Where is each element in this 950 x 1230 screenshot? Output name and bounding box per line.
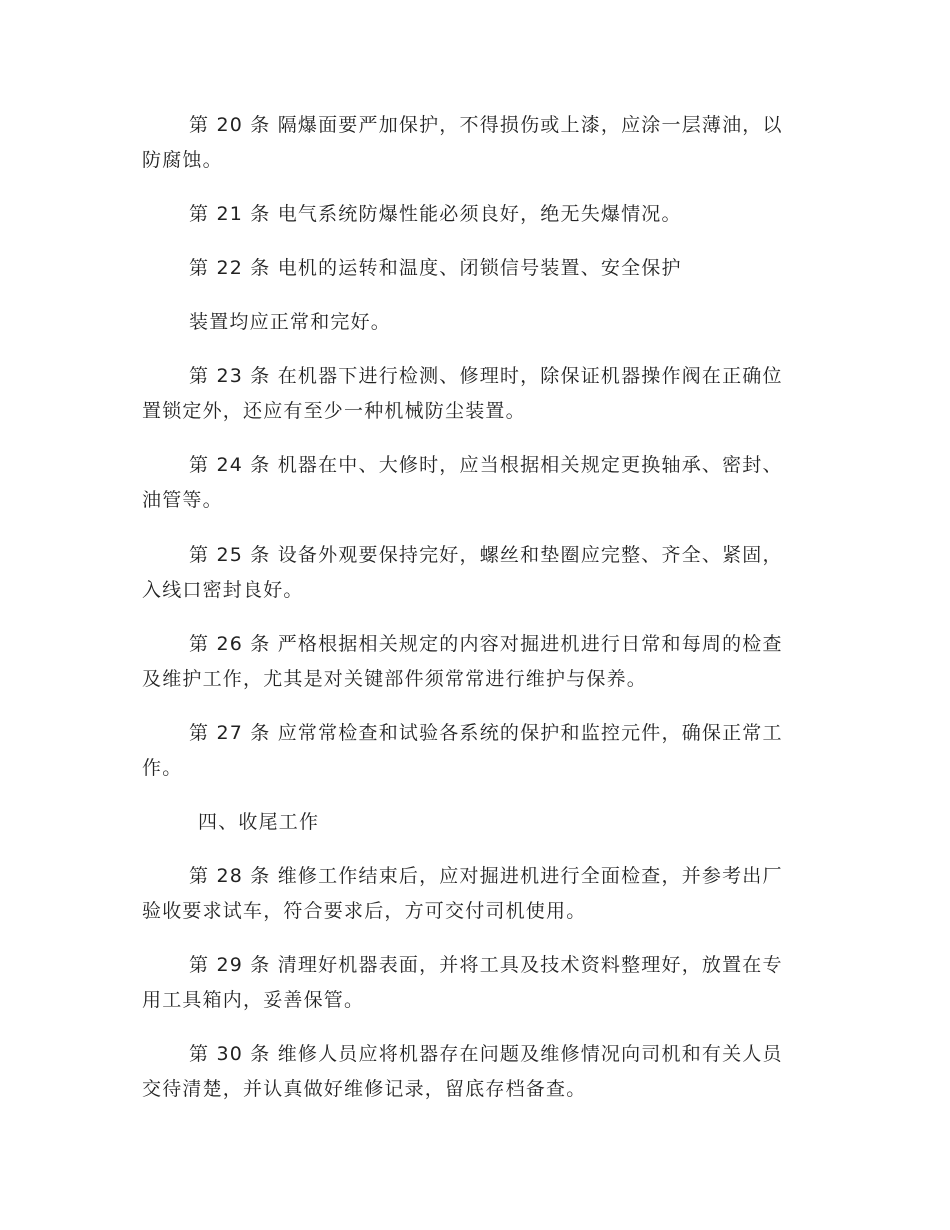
- article-22: 第 22 条 电机的运转和温度、闭锁信号装置、安全保护: [189, 257, 682, 279]
- article-25: 第 25 条 设备外观要保持完好，螺丝和垫圈应完整、齐全、紧固，入线口密封良好。: [142, 544, 783, 601]
- article-24: 第 24 条 机器在中、大修时，应当根据相关规定更换轴承、密封、油管等。: [142, 454, 783, 511]
- article-28: 第 28 条 维修工作结束后，应对掘进机进行全面检查，并参考出厂验收要求试车，符合要求后，方可交付司机使用。: [142, 865, 783, 922]
- article-29: 第 29 条 清理好机器表面，并将工具及技术资料整理好，放置在专用工具箱内，妥善保管。: [142, 954, 783, 1011]
- article-23: 第 23 条 在机器下进行检测、修理时，除保证机器操作阀在正确位置锁定外，还应有至少一种机械防尘装置。: [142, 365, 783, 422]
- article-20: 第 20 条 隔爆面要严加保护，不得损伤或上漆，应涂一层薄油，以防腐蚀。: [142, 114, 783, 171]
- article-26: 第 26 条 严格根据相关规定的内容对掘进机进行日常和每周的检查及维护工作，尤其是对关键部件须常常进行维护与保养。: [142, 633, 783, 690]
- article-21: 第 21 条 电气系统防爆性能必须良好，绝无失爆情况。: [189, 203, 682, 225]
- article-27: 第 27 条 应常常检查和试验各系统的保护和监控元件，确保正常工作。: [142, 722, 783, 779]
- section-heading: 四、收尾工作: [198, 811, 320, 833]
- article-22-continuation: 装置均应正常和完好。: [189, 311, 392, 333]
- article-30: 第 30 条 维修人员应将机器存在问题及维修情况向司机和有关人员交待清楚，并认真做好维修记录，留底存档备查。: [142, 1043, 783, 1100]
